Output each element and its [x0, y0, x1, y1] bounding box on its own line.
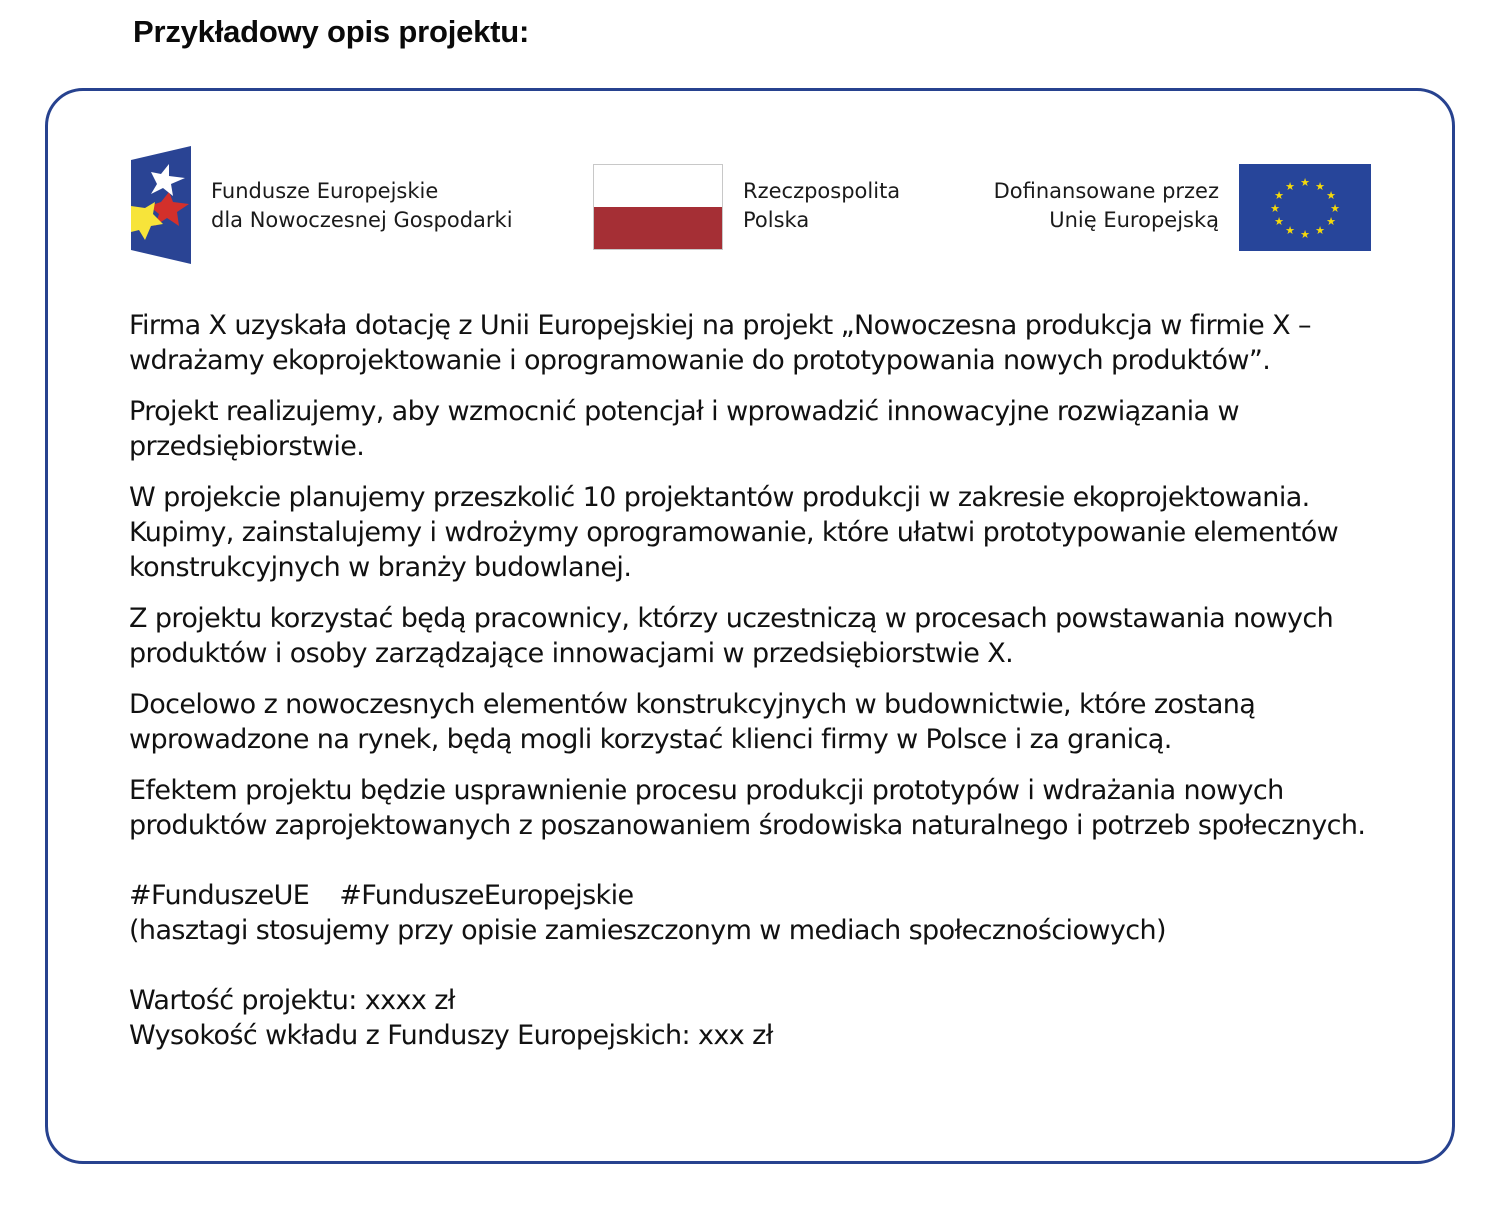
svg-text:★: ★: [1326, 189, 1336, 202]
paragraph: Docelowo z nowoczesnych elementów konstrukcyjnych w budownictwie, które zostaną wprowadzone na rynek, będą mogli korzystać klienci firmy w Polsce i za granicą.: [129, 689, 1256, 755]
paragraph: Firma X uzyskała dotację z Unii Europejskiej na projekt „Nowoczesna produkcja w firmie X – wdrażamy ekoprojektowanie i oprogramowanie do prototypowania nowych produktów”.: [129, 310, 1311, 376]
svg-text:★: ★: [1315, 224, 1325, 237]
paragraph: Projekt realizujemy, aby wzmocnić potencjał i wprowadzić innowacyjne rozwiązania w przedsiębiorstwie.: [129, 396, 1239, 462]
svg-text:★: ★: [1315, 180, 1325, 193]
fe-logo: [131, 146, 193, 264]
fundusze-europejskie-icon: [131, 146, 193, 264]
fe-line1: Fundusze Europejskie: [211, 179, 439, 203]
svg-text:★: ★: [1274, 189, 1284, 202]
hashtags: [129, 878, 1389, 913]
eu-line2: Unię Europejską: [1049, 208, 1219, 232]
eu-contribution: Wysokość wkładu z Funduszy Europejskich: xxx zł: [129, 1020, 773, 1051]
eu-flag-icon: [1239, 164, 1371, 251]
eu-line1: Dofinansowane przez: [993, 179, 1219, 203]
pl-logo-text: [743, 177, 900, 235]
paragraph: Z projektu korzystać będą pracownicy, którzy uczestniczą w procesach powstawania nowych produktów i osoby zarządzające innowacjami w przedsiębiorstwie X.: [129, 603, 1334, 669]
pl-line2: Polska: [743, 208, 810, 232]
eu-logo-text: [994, 177, 1219, 235]
polish-flag-icon: [593, 164, 723, 250]
svg-text:★: ★: [1285, 224, 1295, 237]
hashtags-note: (hasztagi stosujemy przy opisie zamieszczonym w mediach społecznościowych): [129, 915, 1166, 946]
fe-line2: dla Nowoczesnej Gospodarki: [211, 208, 513, 232]
svg-text:★: ★: [1326, 215, 1336, 228]
svg-text:★: ★: [1300, 176, 1310, 189]
page-title: Przykładowy opis projektu:: [133, 14, 530, 49]
svg-text:★: ★: [1300, 228, 1310, 241]
project-value: Wartość projektu: xxxx zł: [129, 985, 455, 1016]
svg-text:★: ★: [1330, 202, 1340, 215]
svg-text:★: ★: [1270, 202, 1280, 215]
svg-text:★: ★: [1285, 180, 1295, 193]
pl-line1: Rzeczpospolita: [743, 179, 901, 203]
project-description: [129, 308, 1389, 1053]
hashtag: #FunduszeEuropejskie: [339, 880, 634, 911]
paragraph: Efektem projektu będzie usprawnienie procesu produkcji prototypów i wdrażania nowych produktów zaprojektowanych z poszanowaniem środowiska naturalnego i potrzeb społecznych.: [129, 775, 1366, 841]
fe-logo-text: [211, 177, 513, 235]
paragraph: W projekcie planujemy przeszkolić 10 projektantów produkcji w zakresie ekoprojektowania. Kupimy, zainstalujemy i wdrożymy oprogramowanie, które ułatwi prototypowanie elementów konstrukcyjnych w branży budowlanej.: [129, 482, 1339, 583]
logo-bar: [131, 146, 1371, 266]
hashtag: #FunduszeUE: [129, 880, 310, 911]
svg-text:★: ★: [1274, 215, 1284, 228]
